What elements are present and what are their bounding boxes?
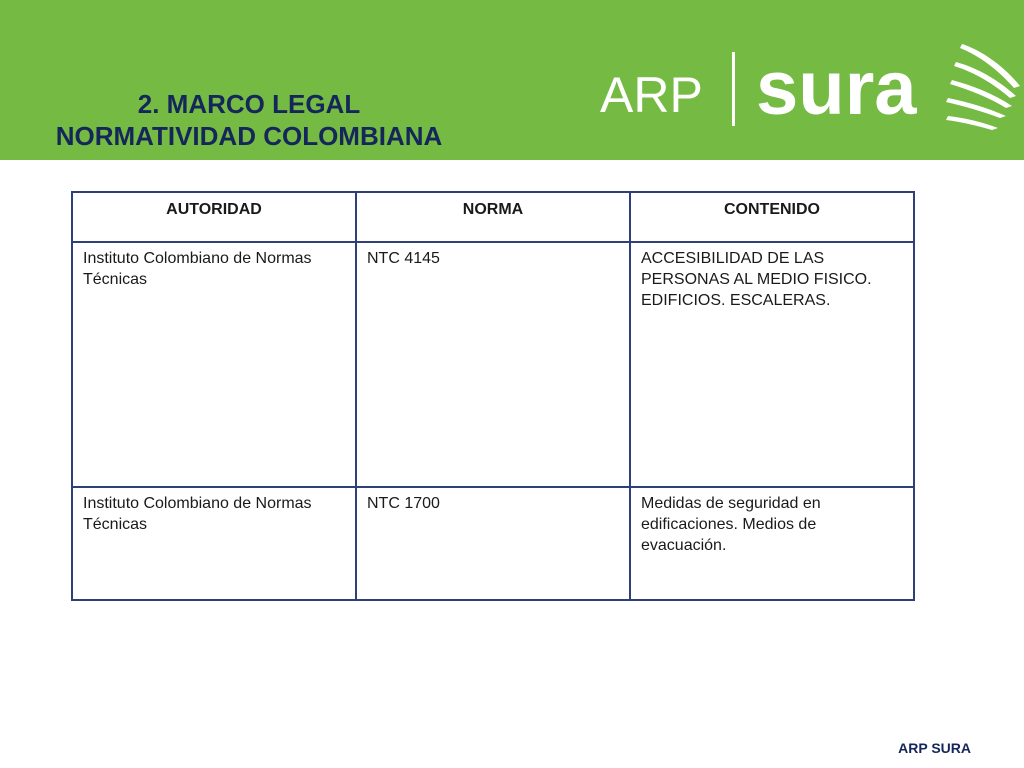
cell-autoridad: Instituto Colombiano de Normas Técnicas [72, 487, 356, 600]
logo-divider [732, 52, 735, 126]
title-line-1: 2. MARCO LEGAL [137, 89, 361, 119]
table-row [72, 487, 914, 600]
footer-brand: ARP SURA [898, 740, 971, 756]
logo-arp-text: ARP [600, 67, 703, 123]
header-autoridad: AUTORIDAD [72, 192, 356, 242]
cell-norma: NTC 1700 [356, 487, 630, 600]
cell-contenido: Medidas de seguridad en edificaciones. Medios de evacuación. [630, 487, 914, 600]
header-norma: NORMA [356, 192, 630, 242]
cell-norma: NTC 4145 [356, 242, 630, 487]
header-contenido: CONTENIDO [630, 192, 914, 242]
arp-sura-logo [596, 40, 1024, 140]
slide-title [0, 88, 498, 152]
table-row [72, 242, 914, 487]
title-line-2: NORMATIVIDAD COLOMBIANA [55, 121, 443, 151]
cell-contenido: ACCESIBILIDAD DE LAS PERSONAS AL MEDIO FISICO. EDIFICIOS. ESCALERAS. [630, 242, 914, 487]
cell-autoridad: Instituto Colombiano de Normas Técnicas [72, 242, 356, 487]
logo-wing-icon [946, 44, 1020, 130]
legal-norms-table [71, 191, 915, 601]
header-banner [0, 0, 1024, 160]
table-header-row [72, 192, 914, 242]
logo-sura-text: sura [756, 46, 917, 131]
